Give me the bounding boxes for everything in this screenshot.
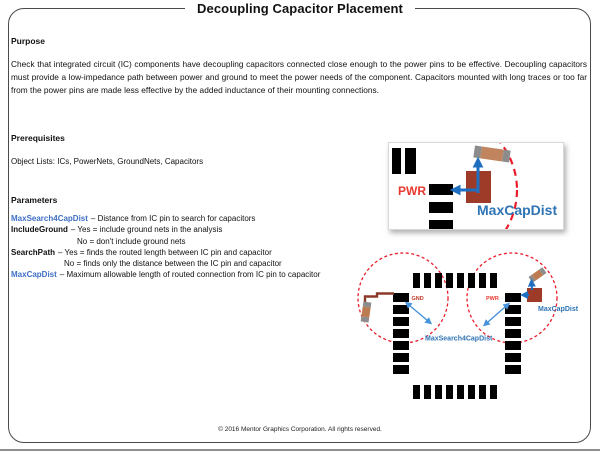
ic-pads-top	[413, 273, 497, 288]
parameter-row	[11, 236, 320, 247]
purpose-text: Check that integrated circuit (IC) components have decoupling capacitors connected close enough to the power pins to be effective. Decoupling capacitors must provide a low-impedance path between power and ground to meet the power needs of the component. Capacitors mounted with long traces or too far from the power pins are made less effective by the added inductance of their mounting connections.	[11, 59, 587, 95]
arrow-to-capacitor	[532, 281, 533, 290]
maxsearch4capdist-label: MaxSearch4CapDist	[425, 335, 493, 343]
copyright-text: © 2016 Mentor Graphics Corporation. All rights reserved.	[218, 426, 382, 433]
pwr-pin-pad	[505, 293, 521, 302]
search-radius-arrows	[406, 303, 509, 326]
ic-pad	[405, 148, 416, 174]
ic-pads-bottom	[413, 385, 497, 399]
param-name: IncludeGround	[11, 225, 68, 235]
param-desc: – Maximum allowable length of routed connection from IC pin to capacitor	[59, 270, 321, 280]
parameter-row	[11, 269, 320, 280]
param-name: MaxCapDist	[11, 270, 57, 280]
parameter-row	[11, 247, 320, 258]
param-name: SearchPath	[11, 247, 56, 257]
ic-pad	[429, 202, 453, 213]
maxcapdist-label: MaxCapDist	[538, 306, 579, 313]
param-desc: No = finds only the distance between the IC pin and capacitor	[64, 259, 282, 269]
pwr-cap-footprint	[527, 288, 542, 302]
gnd-pin-pad	[393, 293, 409, 302]
cap-body	[361, 306, 370, 317]
purpose-heading: Purpose	[11, 36, 46, 46]
pwr-pad-label: PWR	[398, 184, 426, 198]
bottom-divider	[0, 449, 600, 451]
maxcapdist-diagram	[389, 143, 563, 229]
parameters-heading: Parameters	[11, 195, 58, 205]
param-desc: – Yes = finds the routed length between IC pin and capacitor	[58, 247, 272, 257]
gnd-radius-arrow	[406, 303, 431, 324]
search-radius-diagram	[350, 245, 590, 405]
ic-pads-left	[393, 293, 409, 374]
gnd-pad-label: GND	[411, 296, 424, 302]
param-desc: – Distance from IC pin to search for capacitors	[90, 214, 256, 223]
parameter-row	[11, 258, 320, 269]
cap-placement-panel	[388, 142, 564, 230]
page-title: Decoupling Capacitor Placement	[185, 1, 415, 16]
prerequisites-text: Object Lists: ICs, PowerNets, GroundNets, Capacitors	[11, 157, 204, 166]
cap-body	[480, 147, 503, 162]
gnd-cap-trace	[365, 294, 394, 304]
param-desc: No = don't include ground nets	[77, 236, 186, 246]
maxcapdist-label: MaxCapDist	[477, 202, 558, 218]
prerequisites-heading: Prerequisites	[11, 133, 65, 143]
pwr-pad-label: PWR	[486, 296, 499, 302]
parameter-row	[11, 224, 320, 235]
ic-pad	[429, 220, 453, 229]
pwr-capacitor-icon	[529, 267, 547, 282]
param-name: MaxSearch4CapDist	[11, 214, 88, 223]
pwr-pin-pad	[429, 184, 453, 195]
ic-pad	[392, 148, 401, 174]
parameter-row	[11, 213, 320, 224]
param-desc: – Yes = include ground nets in the analysis	[70, 225, 223, 235]
gnd-capacitor-icon	[361, 302, 372, 323]
parameters-list	[11, 213, 320, 281]
